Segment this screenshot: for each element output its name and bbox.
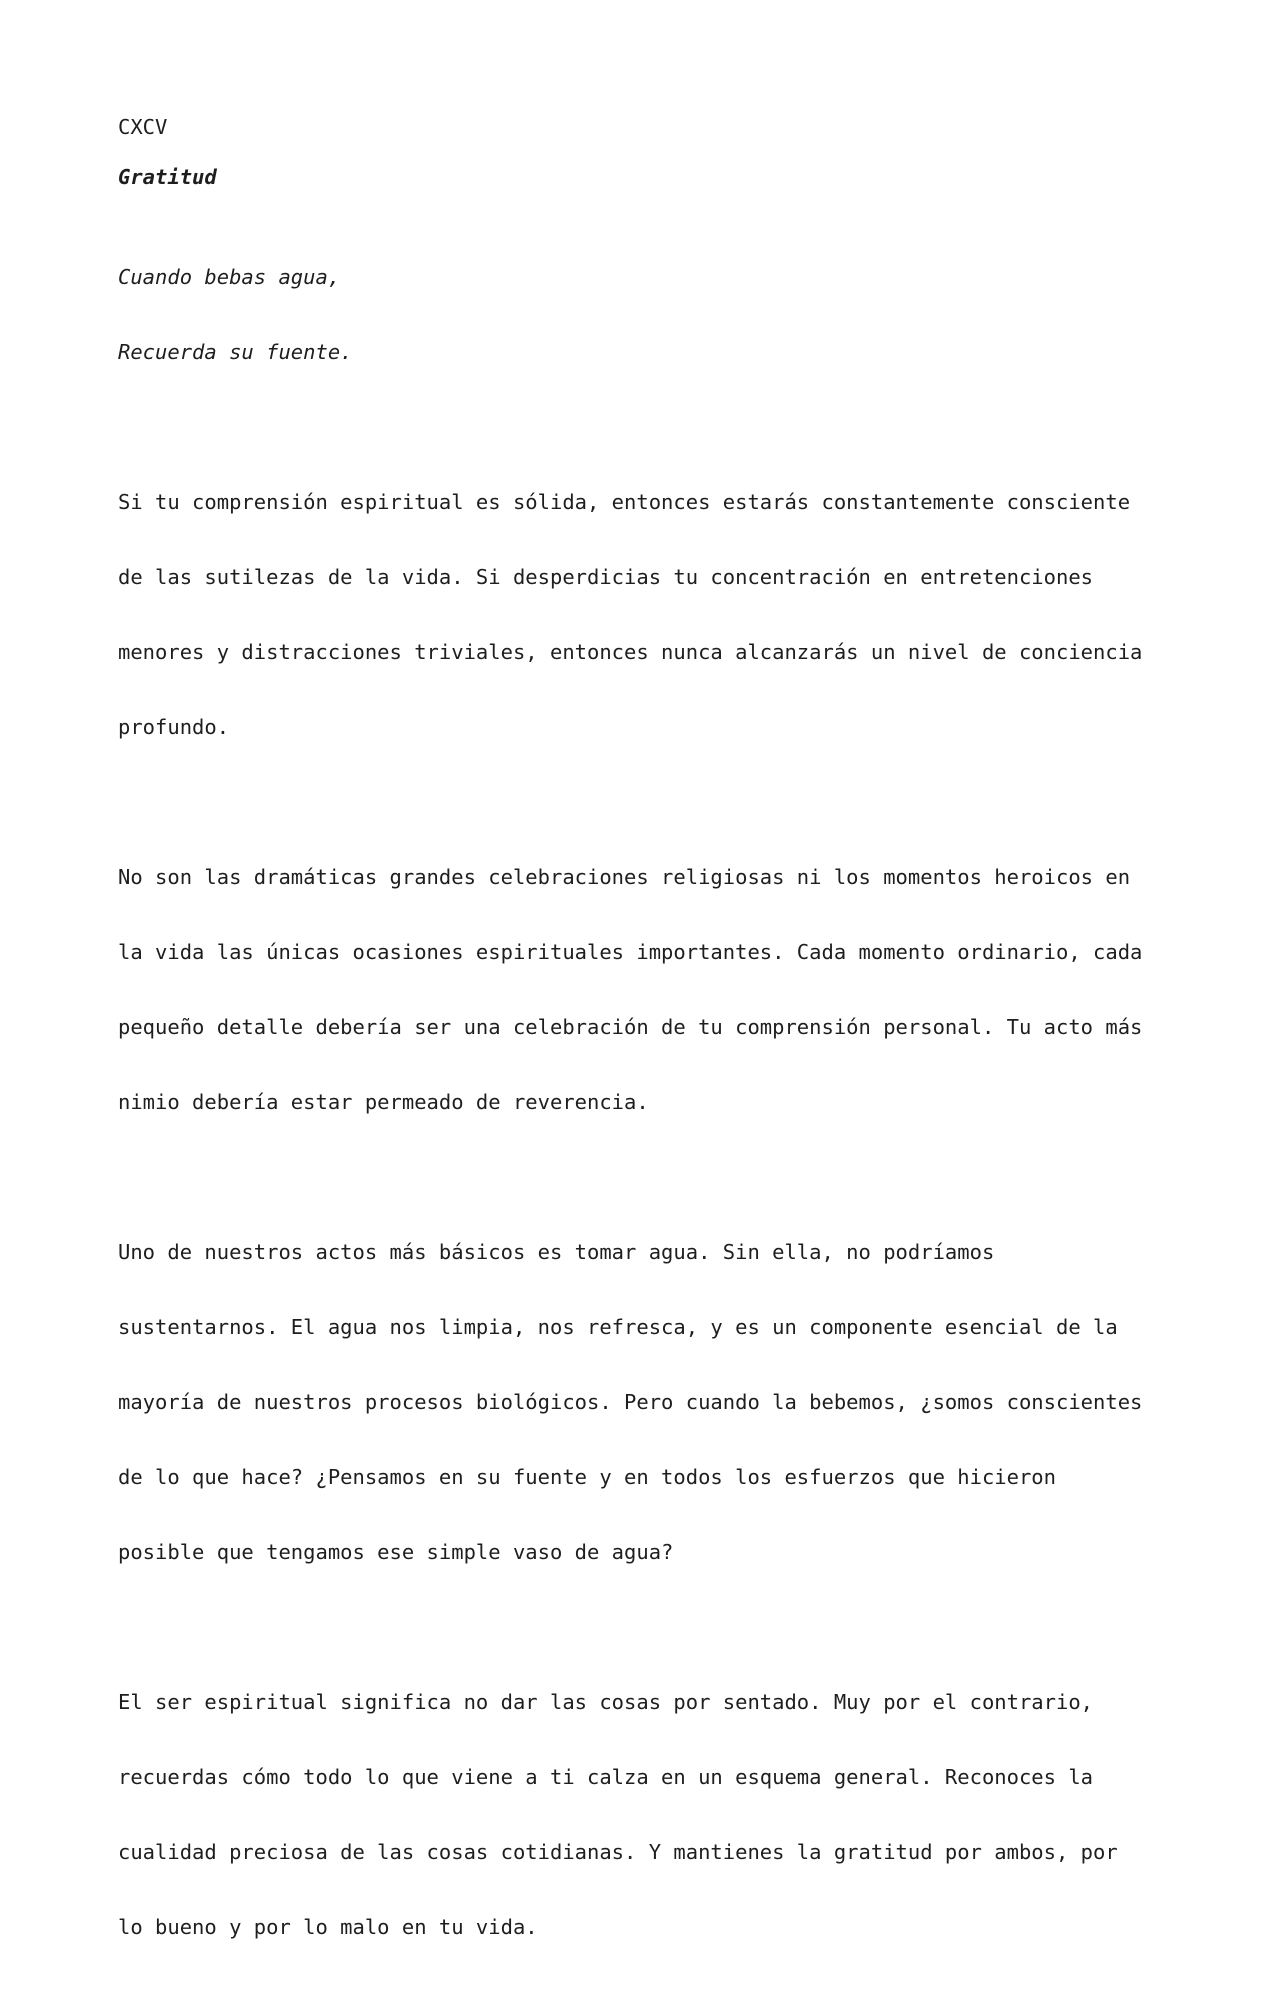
text-line: profundo. [118, 715, 230, 739]
text-line: mayoría de nuestros procesos biológicos. Pero cuando la bebemos, ¿somos conscientes [118, 1390, 1143, 1414]
text-line: Si tu comprensión espiritual es sólida, entonces estarás constantemente consciente [118, 490, 1131, 514]
chapter-number: CXCV [118, 115, 168, 139]
text-line: sustentarnos. El agua nos limpia, nos refresca, y es un componente esencial de la [118, 1315, 1118, 1339]
text-line: recuerdas cómo todo lo que viene a ti calza en un esquema general. Reconoces la [118, 1765, 1094, 1789]
text-line: pequeño detalle debería ser una celebración de tu comprensión personal. Tu acto más [118, 1015, 1143, 1039]
paragraph-4 [118, 1640, 1178, 1990]
text-line: la vida las únicas ocasiones espirituales importantes. Cada momento ordinario, cada [118, 940, 1143, 964]
epigraph-line: Cuando bebas agua, [118, 265, 341, 289]
document-page [118, 115, 1178, 2015]
text-line: Uno de nuestros actos más básicos es tomar agua. Sin ella, no podríamos [118, 1240, 995, 1264]
paragraph-1 [118, 440, 1178, 790]
text-line: de las sutilezas de la vida. Si desperdicias tu concentración en entretenciones [118, 565, 1094, 589]
text-line: posible que tengamos ese simple vaso de agua? [118, 1540, 674, 1564]
paragraph-3 [118, 1190, 1178, 1615]
text-line: lo bueno y por lo malo en tu vida. [118, 1915, 538, 1939]
text-line: cualidad preciosa de las cosas cotidianas. Y mantienes la gratitud por ambos, por [118, 1840, 1118, 1864]
epigraph-line: Recuerda su fuente. [118, 340, 353, 364]
text-line: El ser espiritual significa no dar las cosas por sentado. Muy por el contrario, [118, 1690, 1094, 1714]
text-line: nimio debería estar permeado de reverencia. [118, 1090, 649, 1114]
paragraph-2 [118, 815, 1178, 1165]
epigraph [118, 215, 1178, 415]
text-line: menores y distracciones triviales, entonces nunca alcanzarás un nivel de conciencia [118, 640, 1143, 664]
chapter-title: Gratitud [118, 165, 217, 189]
text-line: No son las dramáticas grandes celebraciones religiosas ni los momentos heroicos en [118, 865, 1131, 889]
text-line: de lo que hace? ¿Pensamos en su fuente y en todos los esfuerzos que hicieron [118, 1465, 1056, 1489]
